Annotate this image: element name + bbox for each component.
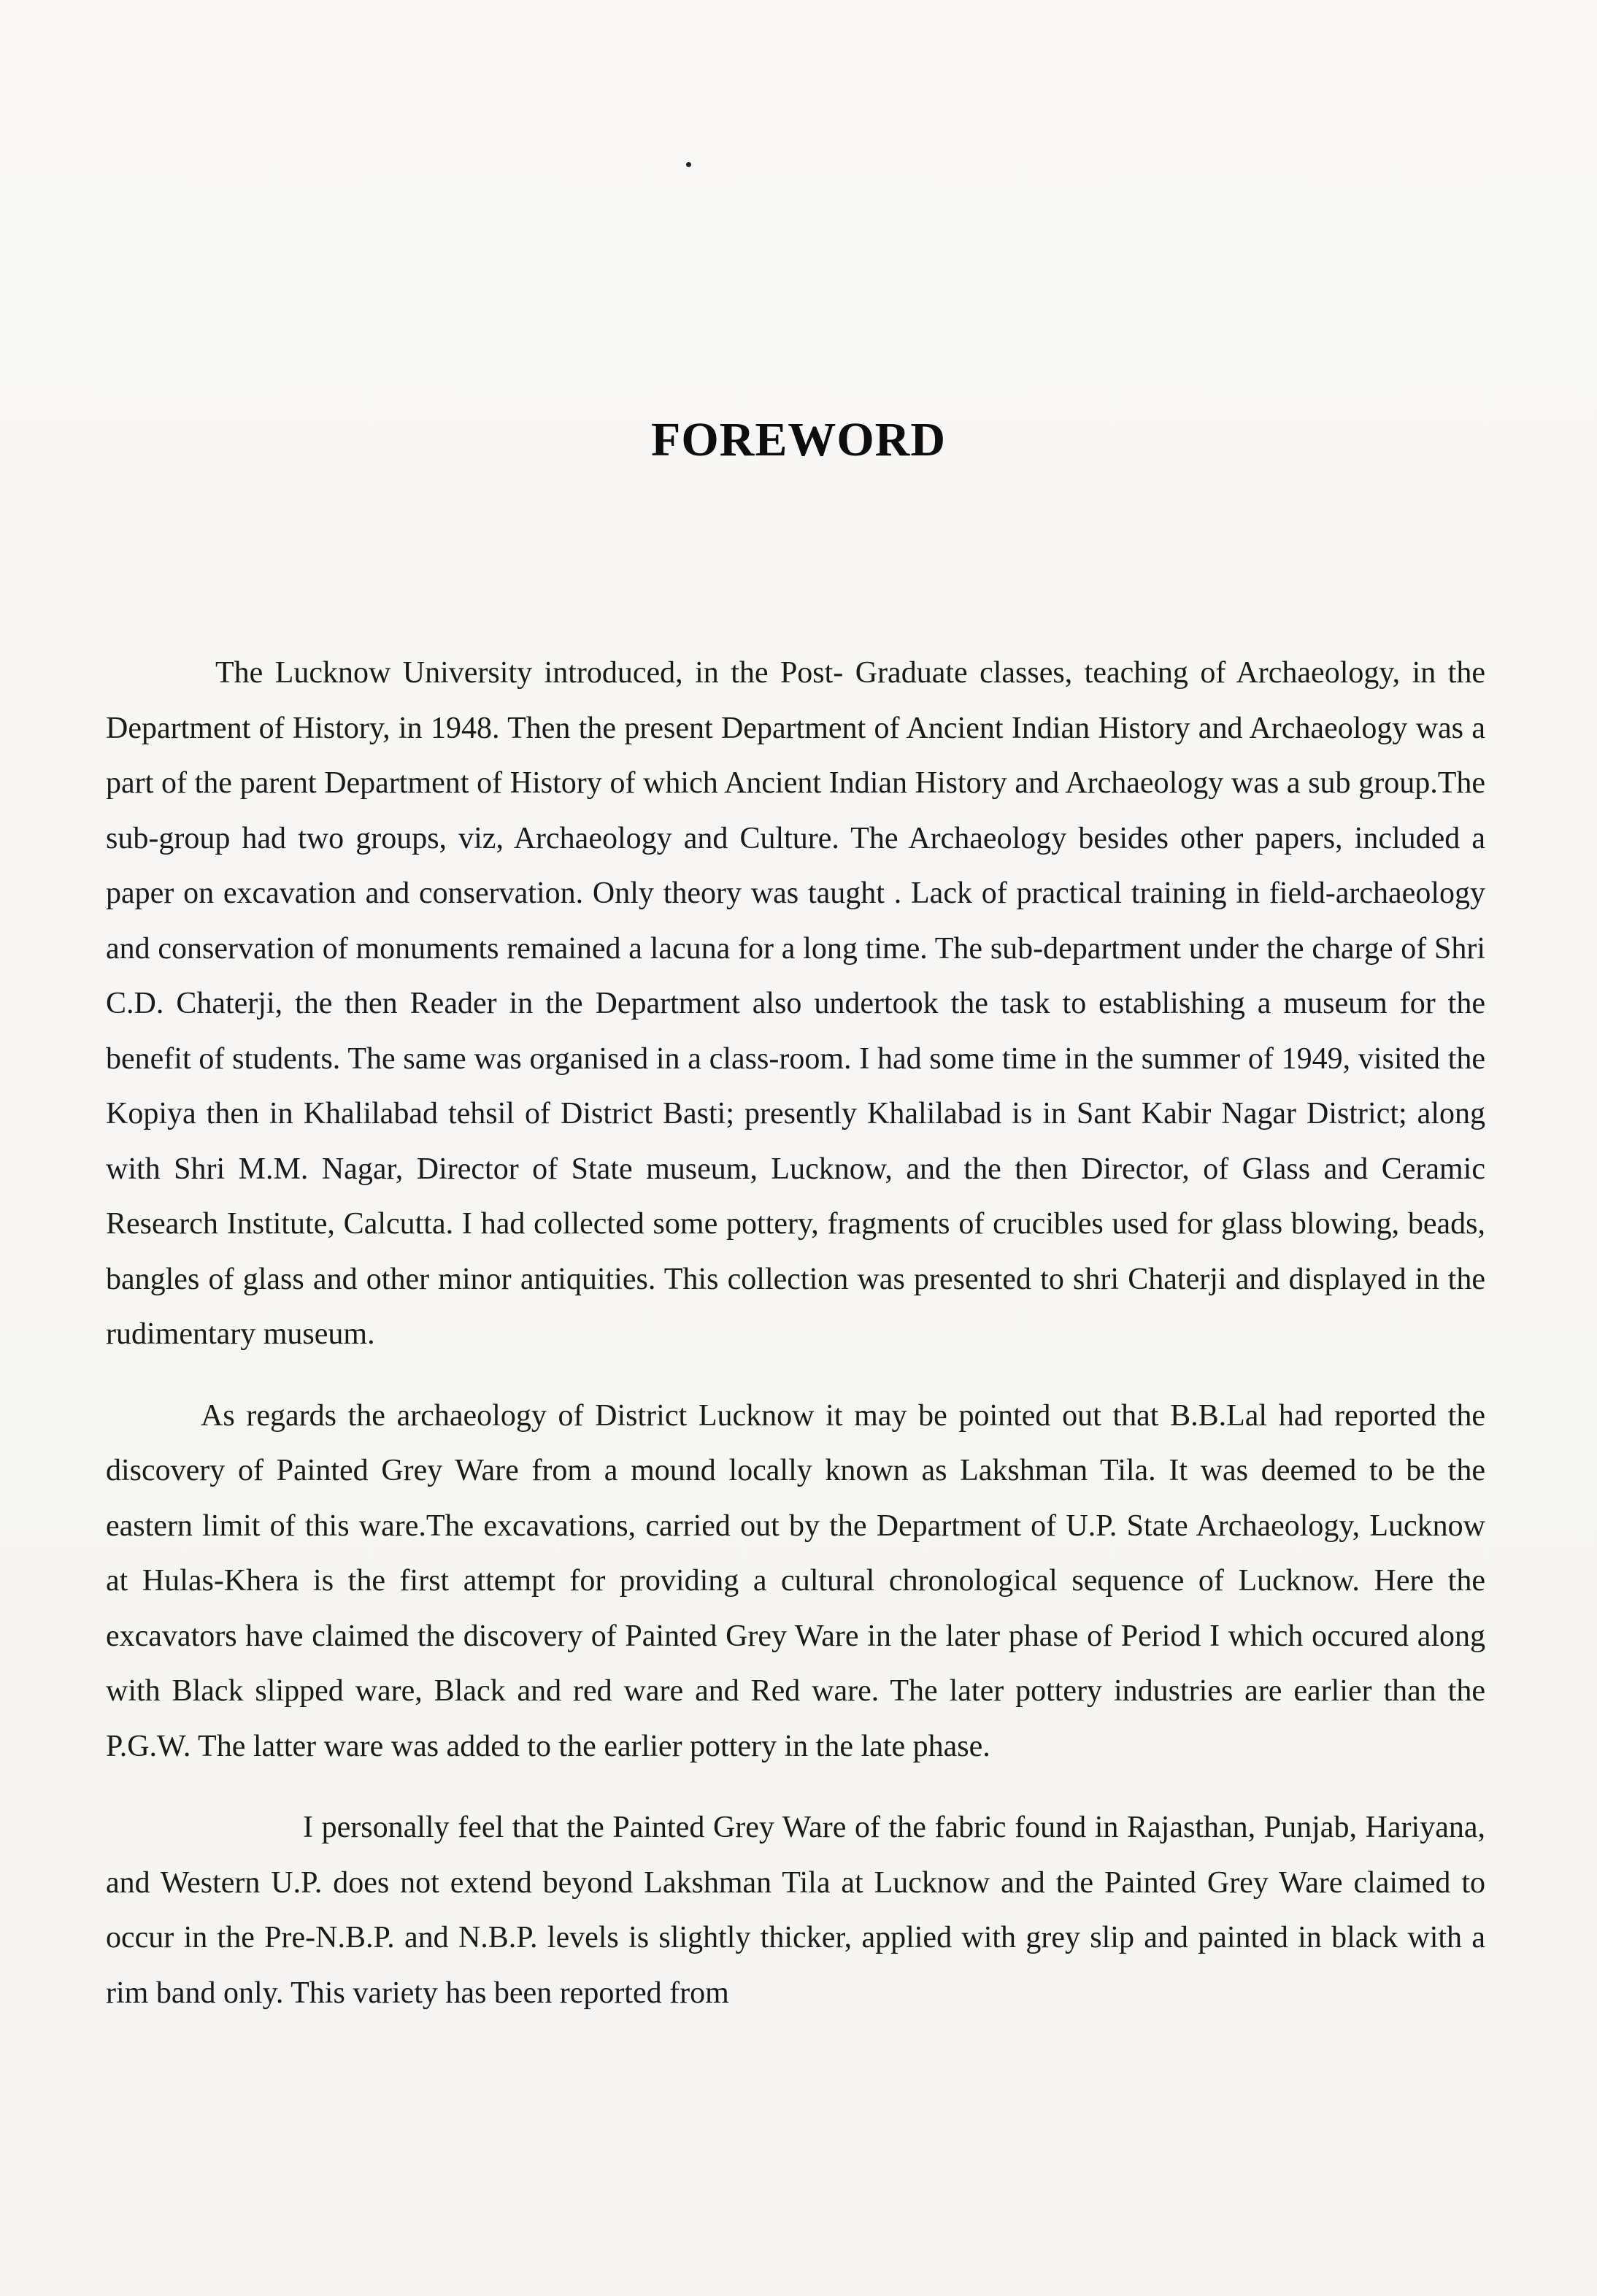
page-title: FOREWORD (651, 413, 946, 466)
paragraph-3: I personally feel that the Painted Grey Ware of the fabric found in Rajasthan, Punjab, Hariyana, and Western U.P. does not extend beyond Lakshman Tila at Lucknow and the Painted Grey Ware claimed to occur in the Pre-N.B.P. and N.B.P. levels is slightly thicker, applied with grey slip and painted in black with a rim band only. This variety has been reported from (106, 1811, 1485, 2010)
paragraph-1: The Lucknow University introduced, in the Post- Graduate classes, teaching of Archaeology, in the Department of History, in 1948. Then the present Department of Ancient Indian History and Archaeology was a part of the parent Department of History of which Ancient Indian History and Archaeology was a sub group.The sub-group had two groups, viz, Archaeology and Culture. The Archaeology besides other papers, included a paper on excavation and conservation. Only theory was taught . Lack of practical training in field-archaeology and conservation of monuments remained a lacuna for a long time. The sub-department under the charge of Shri C.D. Chaterji, the then Reader in the Department also undertook the task to establishing a museum for the benefit of students. The same was organised in a class-room. I had some time in the summer of 1949, visited the Kopiya then in Khalilabad tehsil of District Basti; presently Khalilabad is in Sant Kabir Nagar District; along with Shri M.M. Nagar, Director of State museum, Lucknow, and the then Director, of Glass and Ceramic Research Institute, Calcutta. I had collected some pottery, fragments of crucibles used for glass blowing, beads, bangles of glass and other minor antiquities. This collection was presented to shri Chaterji and displayed in the rudimentary museum. (106, 656, 1485, 1351)
paragraph-2: As regards the archaeology of District Lucknow it may be pointed out that B.B.Lal had reported the discovery of Painted Grey Ware from a mound locally known as Lakshman Tila. It was deemed to be the eastern limit of this ware.The excavations, carried out by the Department of U.P. State Archaeology, Lucknow at Hulas-Khera is the first attempt for providing a cultural chronological sequence of Lucknow. Here the excavators have claimed the discovery of Painted Grey Ware in the later phase of Period I which occured along with Black slipped ware, Black and red ware and Red ware. The later pottery industries are earlier than the P.G.W. The latter ware was added to the earlier pottery in the late phase. (106, 1398, 1485, 1763)
ink-speck (686, 162, 691, 167)
foreword-body (106, 646, 1485, 2021)
